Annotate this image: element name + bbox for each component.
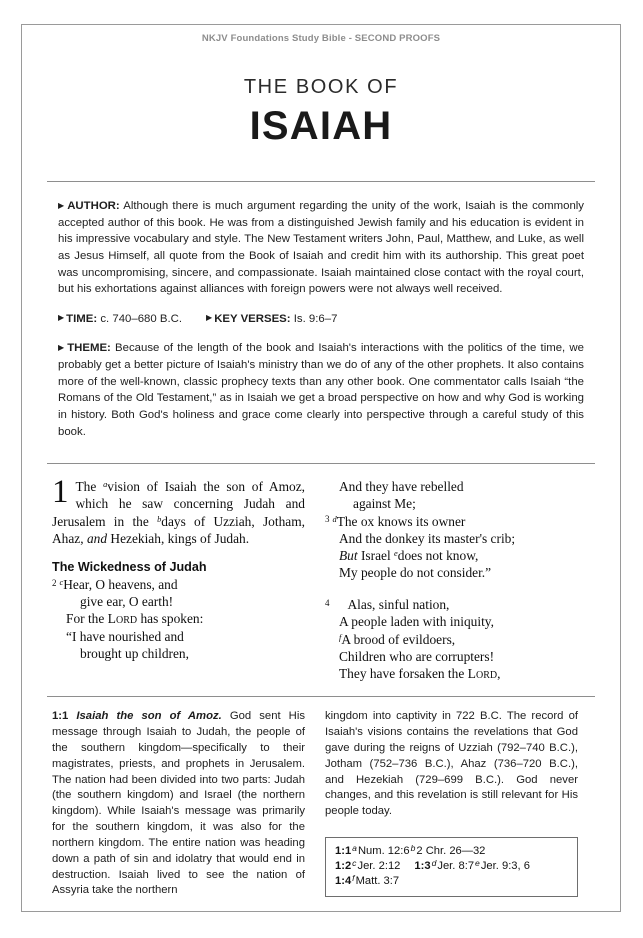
bullet-triangle-icon: ▶ <box>206 313 213 323</box>
author-label: AUTHOR: <box>67 200 120 212</box>
verse-1 <box>52 474 305 547</box>
footnote-marker-c[interactable]: c <box>59 578 64 588</box>
scripture-column-left <box>52 474 305 682</box>
footnote-marker-d[interactable]: d <box>332 514 337 524</box>
verse-line <box>52 576 305 593</box>
verse-3-italic-but: But <box>339 547 358 563</box>
verse-line <box>325 513 578 530</box>
author-text: Although there is much argument regarding the unity of the work, Isaiah is the commonly accepted author of this book. He was from a distinguished Jewish family and his education is evident in his impressive vocabulary and style. The New Testament writers John, Paul, Matthew, and Luke, as well as Jesus Himself, all quote from the Book of Isaiah and credit him with its authorship. This great poet was uncompromising, sincere, and compassionate. Isaiah maintained close contact with the royal court, but his exhortations against alliances with foreign powers were not always well received. <box>58 200 584 296</box>
scripture-column-right <box>325 478 578 682</box>
theme-label: THEME: <box>67 342 111 355</box>
introduction-section <box>22 182 620 440</box>
study-note-body-right-1: kingdom into captivity in 722 <box>325 710 480 723</box>
book-page <box>21 24 621 912</box>
study-notes-section <box>22 697 620 899</box>
verse-1-text <box>52 474 305 547</box>
verse-line <box>52 610 305 628</box>
divine-name-lord: Lord <box>467 665 498 681</box>
chapter-number: 1 <box>52 474 69 511</box>
verse-line <box>325 478 578 495</box>
section-subheading: The Wickedness of Judah <box>52 559 207 574</box>
verse-3-line-2: And the donkey its master's crib; <box>339 530 516 546</box>
era-label-bc: B.C. <box>549 742 572 755</box>
xref-b-text[interactable]: 2 Chr. 26—32 <box>416 845 486 858</box>
verse-line <box>325 613 578 630</box>
verse-line <box>325 530 578 547</box>
theme-text: Because of the length of the book and Isaiah's interactions with the politics of the time, we probably get a better picture of Isaiah's ministry than we do of any of the other prophets. It also contains more of the well-known, classic prophecy texts than any other book. One commentator calls Isaiah “the Romans of the Old Testament,” as in Isaiah we get a broad perspective on how and why God is working in history. Both God's holiness and grace come clearly into perspective through a careful study of this book. <box>58 342 584 438</box>
xref-e-text[interactable]: Jer. 9:3, 6 <box>480 860 530 873</box>
study-note-body-right-6: ). God never changes, and this revelation is still relevant for His people today. <box>325 773 578 818</box>
verse-line <box>325 631 578 648</box>
verse-line <box>325 596 578 613</box>
bullet-triangle-icon: ▶ <box>58 200 66 210</box>
verse-4-line-2: A people laden with iniquity, <box>339 614 494 630</box>
intro-time-keyverses-paragraph <box>58 311 584 328</box>
xref-marker-f: f <box>352 873 355 884</box>
verse-1-seg3: days of Uzziah, Jotham, Ahaz, <box>52 513 305 546</box>
verse-2-line-1: Hear, O heavens, and <box>63 577 178 593</box>
footnote-marker-a[interactable]: a <box>103 480 108 490</box>
book-title-block <box>22 76 620 147</box>
xref-marker-e: e <box>475 858 480 869</box>
xref-verse-1-1: 1:1 <box>335 845 352 858</box>
verse-4-line-5-pre: They have forsaken the <box>339 665 468 681</box>
intro-theme-paragraph <box>58 340 584 440</box>
bullet-triangle-icon: ▶ <box>58 342 66 352</box>
verse-4-line-3: A brood of evildoers, <box>341 631 456 647</box>
cross-reference-line <box>335 859 569 874</box>
verse-number-4: 4 <box>325 597 330 608</box>
verse-line <box>52 628 305 645</box>
verse-line <box>325 648 578 665</box>
verse-line <box>325 564 578 581</box>
study-note-body-left: God sent His message through Isaiah to Judah, the people of the southern kingdom—specifically to their magistrates, priests, and prophets in Jerusalem. The nation had been divided into two parts: Judah (the southern kingdom) and Israel (the northern kingdom). While Isaiah's message was primarily for the southern kingdom, it was also for the northern kingdom. The entire nation was heading down a path of sin and idolatry that would end in destruction. Isaiah lived to see the nation of Assyria take the northern <box>52 710 305 897</box>
time-text: c. 740–680 B.C. <box>97 312 183 325</box>
verse-1-seg2: vision of Isaiah the son of Amoz, which he saw concerning Judah and Jerusalem in the <box>52 479 305 529</box>
era-label-bc: B.C. <box>475 773 498 786</box>
verse-line <box>52 593 305 610</box>
cross-reference-line <box>335 874 569 889</box>
era-label-bc: B.C. <box>479 710 502 723</box>
xref-marker-c: c <box>352 858 357 869</box>
verse-2-line-7: against Me; <box>353 496 416 512</box>
verse-3-line-3-post: does not know, <box>397 547 479 563</box>
cross-reference-box <box>325 837 578 897</box>
study-note-body-right-4: ), Ahaz (736–720 <box>446 757 550 770</box>
xref-f-text[interactable]: Matt. 3:7 <box>355 875 400 888</box>
verse-2-line-4: “I have nourished and <box>66 628 184 644</box>
verse-4 <box>325 596 578 682</box>
verse-2-line-2: give ear, O earth! <box>80 594 174 610</box>
stanza-spacer <box>325 581 578 596</box>
time-label: TIME: <box>66 312 98 325</box>
xref-verse-1-4: 1:4 <box>335 875 352 888</box>
verse-2-line-3-pre: For the <box>66 611 108 627</box>
xref-marker-d: d <box>431 858 437 869</box>
cross-reference-line <box>335 844 569 859</box>
verse-2 <box>52 576 305 662</box>
verse-2-line-3-post: has spoken: <box>137 611 204 627</box>
verse-3-line-4: My people do not consider.” <box>339 565 492 581</box>
xref-marker-b: b <box>410 843 416 854</box>
key-verses-label: KEY VERSES: <box>214 312 291 325</box>
verse-4-line-4: Children who are corrupters! <box>339 648 495 664</box>
verse-1-italic-and: and <box>86 530 108 546</box>
study-note-body-right-5: ), and Hezekiah (729–699 <box>325 757 578 786</box>
verse-3-line-3-mid: Israel <box>357 547 395 563</box>
verse-number-3: 3 <box>325 514 330 525</box>
verse-line <box>325 665 578 683</box>
divine-name-lord: Lord <box>107 611 138 627</box>
verse-1-seg4: Hezekiah, kings of Judah. <box>107 530 250 546</box>
verse-4-line-1: Alas, sinful nation, <box>347 597 450 613</box>
verse-1-seg1: The <box>75 479 104 495</box>
scripture-columns <box>22 464 620 682</box>
footnote-marker-e[interactable]: e <box>394 548 398 558</box>
xref-verse-1-3: 1:3 <box>414 860 431 873</box>
intro-author-paragraph <box>58 198 584 298</box>
xref-marker-a: a <box>352 843 357 854</box>
verse-line <box>325 547 578 564</box>
verse-2-line-5: brought up children, <box>80 646 189 662</box>
verse-line <box>52 645 305 662</box>
key-verses-text: Is. 9:6–7 <box>290 312 338 325</box>
page-title: ISAIAH <box>249 104 393 148</box>
study-note-phrase: Isaiah the son of Amoz. <box>68 710 222 723</box>
verse-number-2: 2 <box>52 577 57 588</box>
verse-3-line-1: The ox knows its owner <box>336 513 466 529</box>
study-note-column-left <box>52 709 305 899</box>
study-note-column-right <box>325 709 578 899</box>
study-note-body-right-3: ), Jotham (752–736 <box>325 742 578 770</box>
title-eyebrow: THE BOOK OF <box>243 76 399 98</box>
xref-d-text[interactable]: Jer. 8:7 <box>437 860 475 873</box>
verse-line <box>325 495 578 512</box>
verse-2-line-6: And they have rebelled <box>339 479 464 495</box>
verse-2-continued <box>325 478 578 512</box>
xref-c-text[interactable]: Jer. 2:12 <box>357 860 401 873</box>
era-label-bc: B.C. <box>549 757 572 770</box>
running-head: NKJV Foundations Study Bible - SECOND PROOFS <box>201 33 441 44</box>
xref-verse-1-2: 1:2 <box>335 860 352 873</box>
xref-a-text[interactable]: Num. 12:6 <box>357 845 410 858</box>
bullet-triangle-icon: ▶ <box>58 313 65 323</box>
verse-4-line-5-post: , <box>497 665 501 681</box>
footnote-marker-b[interactable]: b <box>157 514 162 524</box>
study-note-reference: 1:1 <box>52 710 69 723</box>
verse-3 <box>325 513 578 582</box>
study-note-body-right-2: The record of Isaiah's visions contains the revelations that God gave during the reigns of Uzziah (792–740 <box>325 710 578 755</box>
era-label-bc: B.C. <box>424 757 447 770</box>
footnote-marker-f[interactable]: f <box>339 632 342 642</box>
